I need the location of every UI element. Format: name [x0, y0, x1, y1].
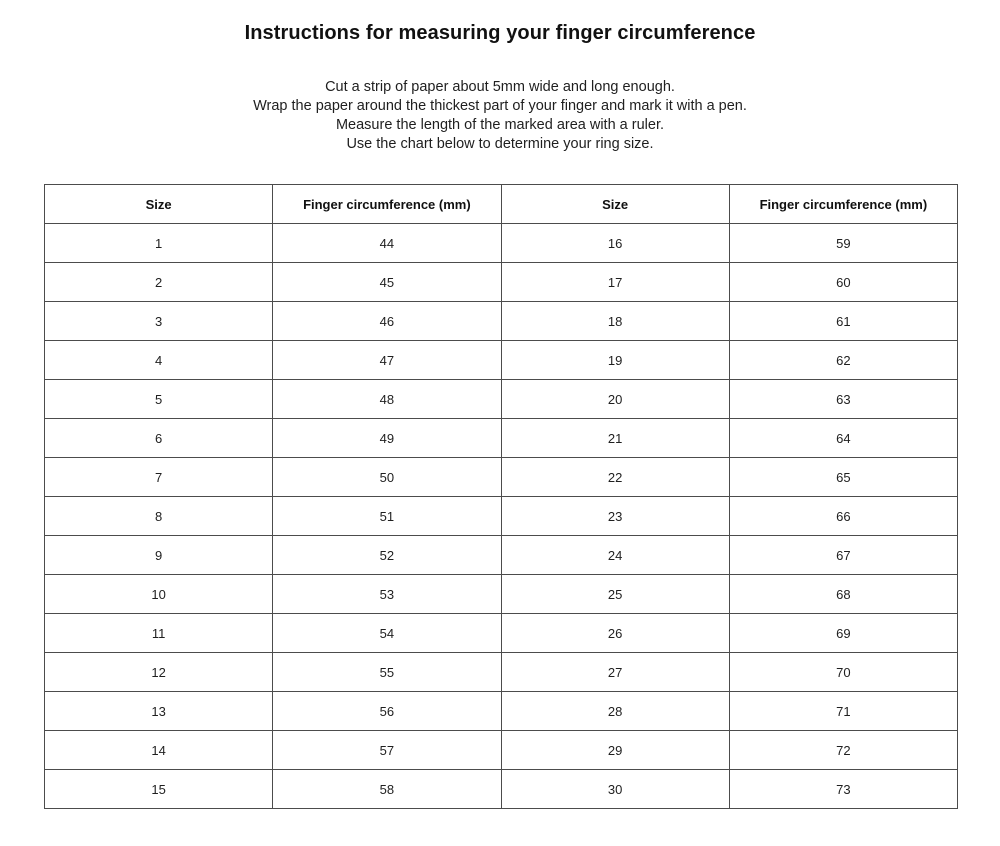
column-header-size-right: Size [501, 185, 729, 224]
table-cell: 1 [45, 224, 273, 263]
table-row [45, 224, 958, 263]
table-cell: 58 [273, 770, 501, 809]
column-header-circumference-right: Finger circumference (mm) [729, 185, 957, 224]
table-cell: 63 [729, 380, 957, 419]
table-cell: 29 [501, 731, 729, 770]
table-cell: 59 [729, 224, 957, 263]
table-cell: 55 [273, 653, 501, 692]
table-cell: 66 [729, 497, 957, 536]
table-cell: 25 [501, 575, 729, 614]
table-cell: 3 [45, 302, 273, 341]
table-cell: 71 [729, 692, 957, 731]
table-cell: 68 [729, 575, 957, 614]
table-row [45, 614, 958, 653]
table-row [45, 653, 958, 692]
table-cell: 21 [501, 419, 729, 458]
ring-size-table-body [45, 224, 958, 809]
table-cell: 30 [501, 770, 729, 809]
table-cell: 10 [45, 575, 273, 614]
table-cell: 53 [273, 575, 501, 614]
table-cell: 20 [501, 380, 729, 419]
instruction-line-4: Use the chart below to determine your ring size. [346, 136, 654, 152]
table-cell: 48 [273, 380, 501, 419]
column-header-size-left: Size [45, 185, 273, 224]
table-cell: 70 [729, 653, 957, 692]
table-cell: 5 [45, 380, 273, 419]
table-cell: 12 [45, 653, 273, 692]
table-cell: 24 [501, 536, 729, 575]
table-cell: 17 [501, 263, 729, 302]
table-cell: 4 [45, 341, 273, 380]
table-cell: 23 [501, 497, 729, 536]
table-row [45, 380, 958, 419]
instruction-line-3: Measure the length of the marked area with a ruler. [335, 117, 665, 133]
table-cell: 18 [501, 302, 729, 341]
table-cell: 50 [273, 458, 501, 497]
table-cell: 62 [729, 341, 957, 380]
instructions-block [0, 78, 1000, 154]
table-cell: 13 [45, 692, 273, 731]
table-cell: 2 [45, 263, 273, 302]
table-row [45, 692, 958, 731]
table-cell: 52 [273, 536, 501, 575]
table-cell: 7 [45, 458, 273, 497]
table-row [45, 770, 958, 809]
table-cell: 14 [45, 731, 273, 770]
table-row [45, 341, 958, 380]
table-cell: 57 [273, 731, 501, 770]
table-cell: 26 [501, 614, 729, 653]
table-row [45, 497, 958, 536]
table-row [45, 263, 958, 302]
table-header-row [45, 185, 958, 224]
table-cell: 46 [273, 302, 501, 341]
table-cell: 28 [501, 692, 729, 731]
column-header-circumference-left: Finger circumference (mm) [273, 185, 501, 224]
table-cell: 47 [273, 341, 501, 380]
table-row [45, 458, 958, 497]
table-cell: 65 [729, 458, 957, 497]
table-cell: 6 [45, 419, 273, 458]
table-cell: 61 [729, 302, 957, 341]
table-cell: 51 [273, 497, 501, 536]
table-cell: 67 [729, 536, 957, 575]
table-row [45, 302, 958, 341]
table-cell: 16 [501, 224, 729, 263]
ring-size-table [44, 184, 958, 809]
table-cell: 9 [45, 536, 273, 575]
table-cell: 72 [729, 731, 957, 770]
table-cell: 11 [45, 614, 273, 653]
table-cell: 8 [45, 497, 273, 536]
table-row [45, 575, 958, 614]
table-cell: 45 [273, 263, 501, 302]
ring-size-table-head [45, 185, 958, 224]
table-cell: 22 [501, 458, 729, 497]
instruction-line-1: Cut a strip of paper about 5mm wide and long enough. [325, 79, 675, 95]
instruction-line-2: Wrap the paper around the thickest part of your finger and mark it with a pen. [253, 98, 747, 114]
table-cell: 19 [501, 341, 729, 380]
table-cell: 44 [273, 224, 501, 263]
table-cell: 69 [729, 614, 957, 653]
table-cell: 64 [729, 419, 957, 458]
table-row [45, 731, 958, 770]
table-cell: 60 [729, 263, 957, 302]
table-row [45, 536, 958, 575]
table-cell: 49 [273, 419, 501, 458]
table-cell: 54 [273, 614, 501, 653]
table-row [45, 419, 958, 458]
table-cell: 56 [273, 692, 501, 731]
table-cell: 15 [45, 770, 273, 809]
table-cell: 73 [729, 770, 957, 809]
table-cell: 27 [501, 653, 729, 692]
page-title: Instructions for measuring your finger circumference [244, 22, 756, 44]
